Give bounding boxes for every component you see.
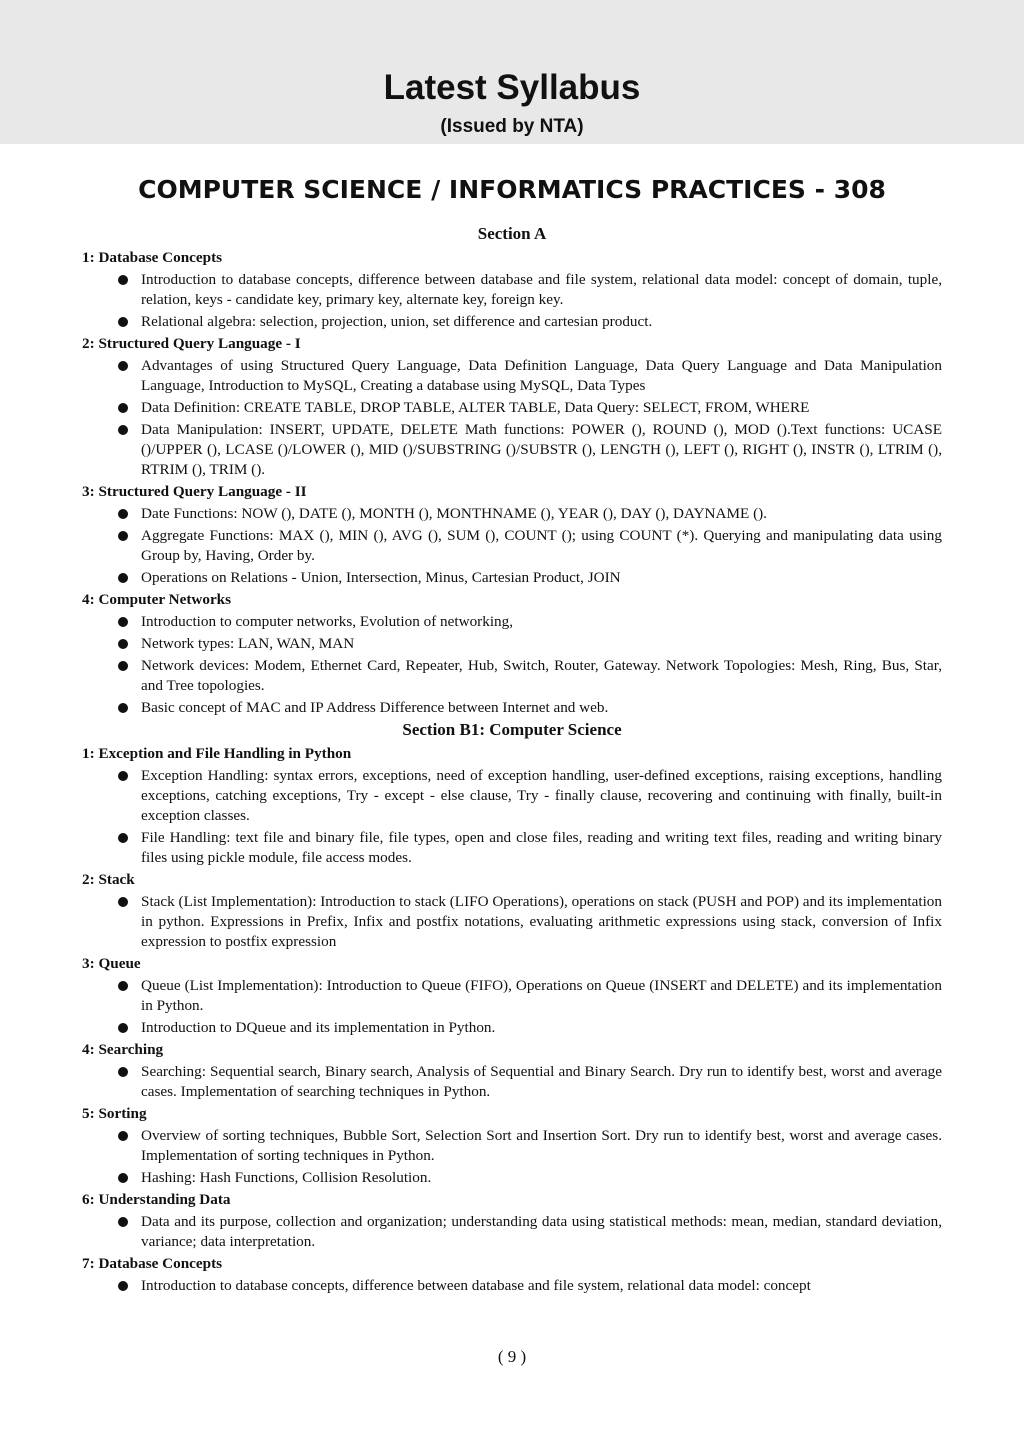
bullet-icon — [118, 425, 128, 435]
list-item-text: Basic concept of MAC and IP Address Difference between Internet and web. — [141, 699, 609, 716]
bullet-icon — [118, 981, 128, 991]
bullet-icon — [118, 833, 128, 843]
page-header-title: Latest Syllabus — [383, 68, 641, 107]
list-item — [82, 312, 942, 332]
list-item-text: Advantages of using Structured Query Language, Data Definition Language, Data Query Language and Data Manipulation Language, Introduction to MySQL, Creating a database using MySQL, Data Types — [141, 357, 942, 394]
list-item-text: Network types: LAN, WAN, MAN — [141, 635, 355, 652]
list-item-text: Operations on Relations - Union, Intersection, Minus, Cartesian Product, JOIN — [141, 569, 621, 586]
list-item-text: Relational algebra: selection, projection, union, set difference and cartesian product. — [141, 313, 653, 330]
list-item-text: Data Manipulation: INSERT, UPDATE, DELETE Math functions: POWER (), ROUND (), MOD ().Text functions: UCASE ()/UPPER (), LCASE ()/LOWER (), MID ()/SUBSTRING ()/SUBSTR (), LENGTH (), LEFT (), RIGHT (), INSTR (), LTRIM (), RTRIM (), TRIM (). — [141, 421, 942, 478]
bullet-icon — [118, 1023, 128, 1033]
list-item-text: Introduction to DQueue and its implementation in Python. — [141, 1019, 496, 1036]
list-item — [82, 656, 942, 696]
section-heading: Section B1: Computer Science — [402, 720, 622, 739]
list-item — [82, 892, 942, 952]
list-item — [82, 270, 942, 310]
bullet-icon — [118, 639, 128, 649]
list-item-text: Overview of sorting techniques, Bubble Sort, Selection Sort and Insertion Sort. Dry run to identify best, worst and average cases. Implementation of sorting techniques in Python. — [141, 1127, 942, 1164]
bullet-icon — [118, 573, 128, 583]
bullet-icon — [118, 531, 128, 541]
list-item-text: Data Definition: CREATE TABLE, DROP TABLE, ALTER TABLE, Data Query: SELECT, FROM, WHERE — [141, 399, 810, 416]
bullet-icon — [118, 275, 128, 285]
list-item — [82, 1062, 942, 1102]
bullet-icon — [118, 617, 128, 627]
list-item — [82, 1276, 942, 1296]
page-header-subtitle: (Issued by NTA) — [440, 116, 584, 137]
list-item — [82, 1018, 942, 1038]
bullet-icon — [118, 897, 128, 907]
topic-title: 5: Sorting — [82, 1105, 147, 1122]
list-item — [82, 1212, 942, 1252]
bullet-icon — [118, 1067, 128, 1077]
bullet-icon — [118, 361, 128, 371]
bullet-icon — [118, 317, 128, 327]
page-number: ( 9 ) — [497, 1347, 527, 1366]
list-item — [82, 568, 942, 588]
topic-title: 4: Searching — [82, 1041, 164, 1058]
topic-title: 3: Queue — [82, 955, 141, 972]
bullet-icon — [118, 509, 128, 519]
list-item — [82, 976, 942, 1016]
topic-title: 2: Structured Query Language - I — [82, 335, 301, 352]
list-item — [82, 766, 942, 826]
topic-title: 1: Database Concepts — [82, 249, 223, 266]
list-item-text: Hashing: Hash Functions, Collision Resolution. — [141, 1169, 432, 1186]
bullet-icon — [118, 403, 128, 413]
list-item-text: Data and its purpose, collection and organization; understanding data using statistical methods: mean, median, standard deviation, variance; data interpretation. — [141, 1213, 942, 1250]
list-item-text: Searching: Sequential search, Binary search, Analysis of Sequential and Binary Search. Dry run to identify best, worst and average cases. Implementation of searching techniques in Python. — [141, 1063, 942, 1100]
list-item — [82, 1126, 942, 1166]
list-item — [82, 698, 942, 718]
list-item-text: Introduction to computer networks, Evolution of networking, — [141, 613, 514, 630]
topic-title: 3: Structured Query Language - II — [82, 483, 307, 500]
list-item-text: Introduction to database concepts, difference between database and file system, relational data model: concept of domain, tuple, relation, keys - candidate key, primary key, alternate key, foreign key. — [141, 271, 942, 308]
list-item-text: Date Functions: NOW (), DATE (), MONTH (), MONTHNAME (), YEAR (), DAY (), DAYNAME (). — [141, 505, 767, 522]
bullet-icon — [118, 1173, 128, 1183]
list-item — [82, 420, 942, 480]
list-item — [82, 1168, 942, 1188]
topic-title: 1: Exception and File Handling in Python — [82, 745, 352, 762]
list-item — [82, 398, 942, 418]
syllabus-content — [82, 222, 942, 1296]
list-item — [82, 356, 942, 396]
list-item — [82, 504, 942, 524]
bullet-icon — [118, 661, 128, 671]
bullet-icon — [118, 771, 128, 781]
topic-title: 7: Database Concepts — [82, 1255, 223, 1272]
bullet-icon — [118, 1281, 128, 1291]
bullet-icon — [118, 703, 128, 713]
bullet-icon — [118, 1131, 128, 1141]
topic-title: 6: Understanding Data — [82, 1191, 231, 1208]
list-item-text: Queue (List Implementation): Introduction to Queue (FIFO), Operations on Queue (INSERT and DELETE) and its implementation in Python. — [141, 977, 942, 1014]
list-item-text: Exception Handling: syntax errors, exceptions, need of exception handling, user-defined exceptions, raising exceptions, handling exceptions, catching exceptions, Try - except - else clause, Try - finally clause, recovering and continuing with finally, built-in exception classes. — [141, 767, 942, 824]
bullet-icon — [118, 1217, 128, 1227]
list-item — [82, 612, 942, 632]
list-item-text: Network devices: Modem, Ethernet Card, Repeater, Hub, Switch, Router, Gateway. Network Topologies: Mesh, Ring, Bus, Star, and Tree topologies. — [141, 657, 942, 694]
list-item-text: Introduction to database concepts, difference between database and file system, relational data model: concept — [141, 1277, 811, 1294]
list-item-text: Aggregate Functions: MAX (), MIN (), AVG (), SUM (), COUNT (); using COUNT (*). Querying and manipulating data using Group by, Having, Order by. — [141, 527, 942, 564]
list-item — [82, 828, 942, 868]
list-item — [82, 526, 942, 566]
list-item — [82, 634, 942, 654]
list-item-text: File Handling: text file and binary file, file types, open and close files, reading and writing text files, reading and writing binary files using pickle module, file access modes. — [141, 829, 942, 866]
section-heading: Section A — [477, 224, 547, 243]
list-item-text: Stack (List Implementation): Introduction to stack (LIFO Operations), operations on stack (PUSH and POP) and its implementation in python. Expressions in Prefix, Infix and postfix notations, evaluating arithmetic expressions using stack, conversion of Infix expression to postfix expression — [141, 893, 942, 950]
topic-title: 2: Stack — [82, 871, 135, 888]
topic-title: 4: Computer Networks — [82, 591, 232, 608]
subject-title: COMPUTER SCIENCE / INFORMATICS PRACTICES - 308 — [138, 175, 886, 204]
